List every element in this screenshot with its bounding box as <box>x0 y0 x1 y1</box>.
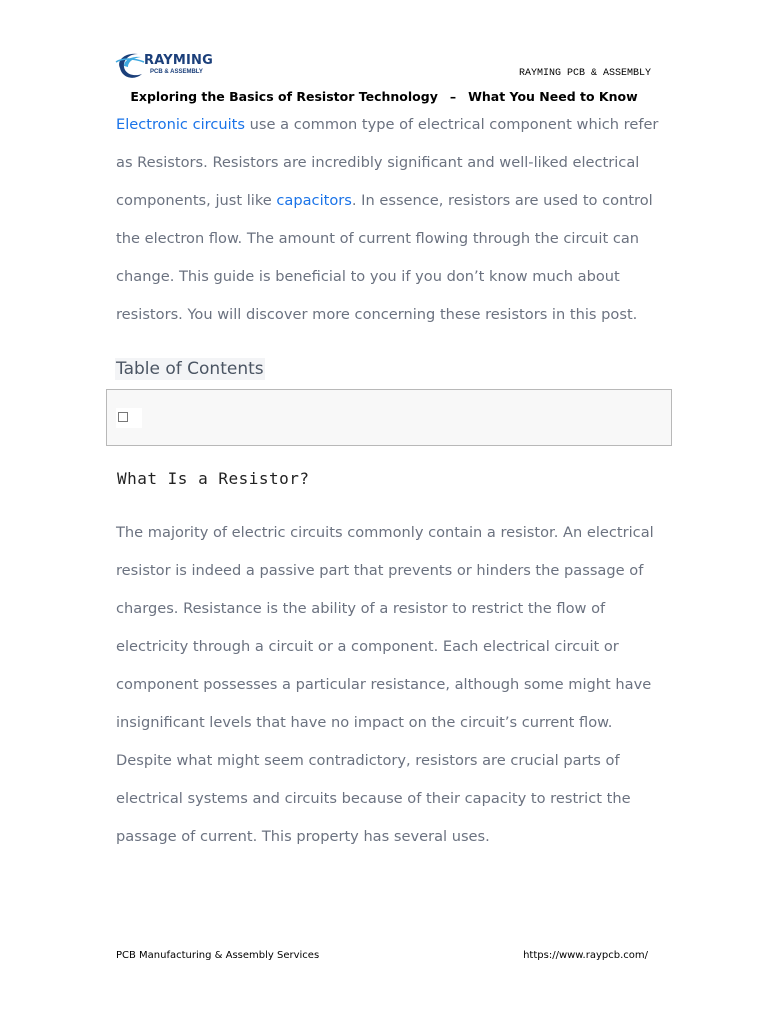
section-line: resistor is indeed a passive part that prevents or hinders the passage of <box>116 562 644 579</box>
logo-swoosh-icon <box>114 50 148 82</box>
title-separator: – <box>449 89 457 104</box>
checkbox-icon <box>118 412 128 422</box>
intro-paragraph <box>116 115 659 343</box>
section-line: electricity through a circuit or a component. Each electrical circuit or <box>116 638 619 655</box>
section-line: charges. Resistance is the ability of a resistor to restrict the flow of <box>116 600 606 617</box>
intro-line <box>116 191 656 229</box>
electronic-circuits-link[interactable]: Electronic circuits <box>116 116 245 133</box>
intro-line: change. This guide is beneficial to you if you don’t know much about <box>116 268 620 285</box>
rayming-logo <box>114 50 224 82</box>
toc-box <box>106 389 672 446</box>
intro-text: use a common type of electrical component which refer <box>245 116 659 133</box>
toc-toggle[interactable] <box>116 408 142 428</box>
section-heading: What Is a Resistor? <box>117 469 310 488</box>
document-title-main: Exploring the Basics of Resistor Technology <box>130 89 438 104</box>
section-line: insignificant levels that have no impact on the circuit’s current flow. <box>116 714 613 731</box>
capacitors-link[interactable]: capacitors <box>276 192 352 209</box>
section-paragraph <box>116 523 656 865</box>
intro-text: . In essence, resistors are used to control <box>351 192 653 209</box>
document-title <box>0 89 768 104</box>
footer-website-link[interactable]: https://www.raypcb.com/ <box>523 950 648 961</box>
section-line: The majority of electric circuits commonly contain a resistor. An electrical <box>116 524 654 541</box>
footer-services: PCB Manufacturing & Assembly Services <box>116 950 320 961</box>
intro-line <box>116 115 659 153</box>
intro-line: as Resistors. Resistors are incredibly significant and well-liked electrical <box>116 154 640 171</box>
intro-line: resistors. You will discover more concerning these resistors in this post. <box>116 306 638 323</box>
section-line: passage of current. This property has several uses. <box>116 828 490 845</box>
intro-line: the electron flow. The amount of current flowing through the circuit can <box>116 230 640 247</box>
logo-name: RAYMING <box>144 53 213 68</box>
section-line: electrical systems and circuits because of their capacity to restrict the <box>116 790 631 807</box>
section-line: Despite what might seem contradictory, resistors are crucial parts of <box>116 752 620 769</box>
header-company-name: RAYMING PCB & ASSEMBLY <box>518 68 651 79</box>
section-line: component possesses a particular resistance, although some might have <box>116 676 652 693</box>
document-title-sub: What You Need to Know <box>468 89 638 104</box>
toc-heading: Table of Contents <box>116 359 264 379</box>
logo-tagline: PCB & ASSEMBLY <box>150 69 203 75</box>
intro-text: components, just like <box>116 192 277 209</box>
